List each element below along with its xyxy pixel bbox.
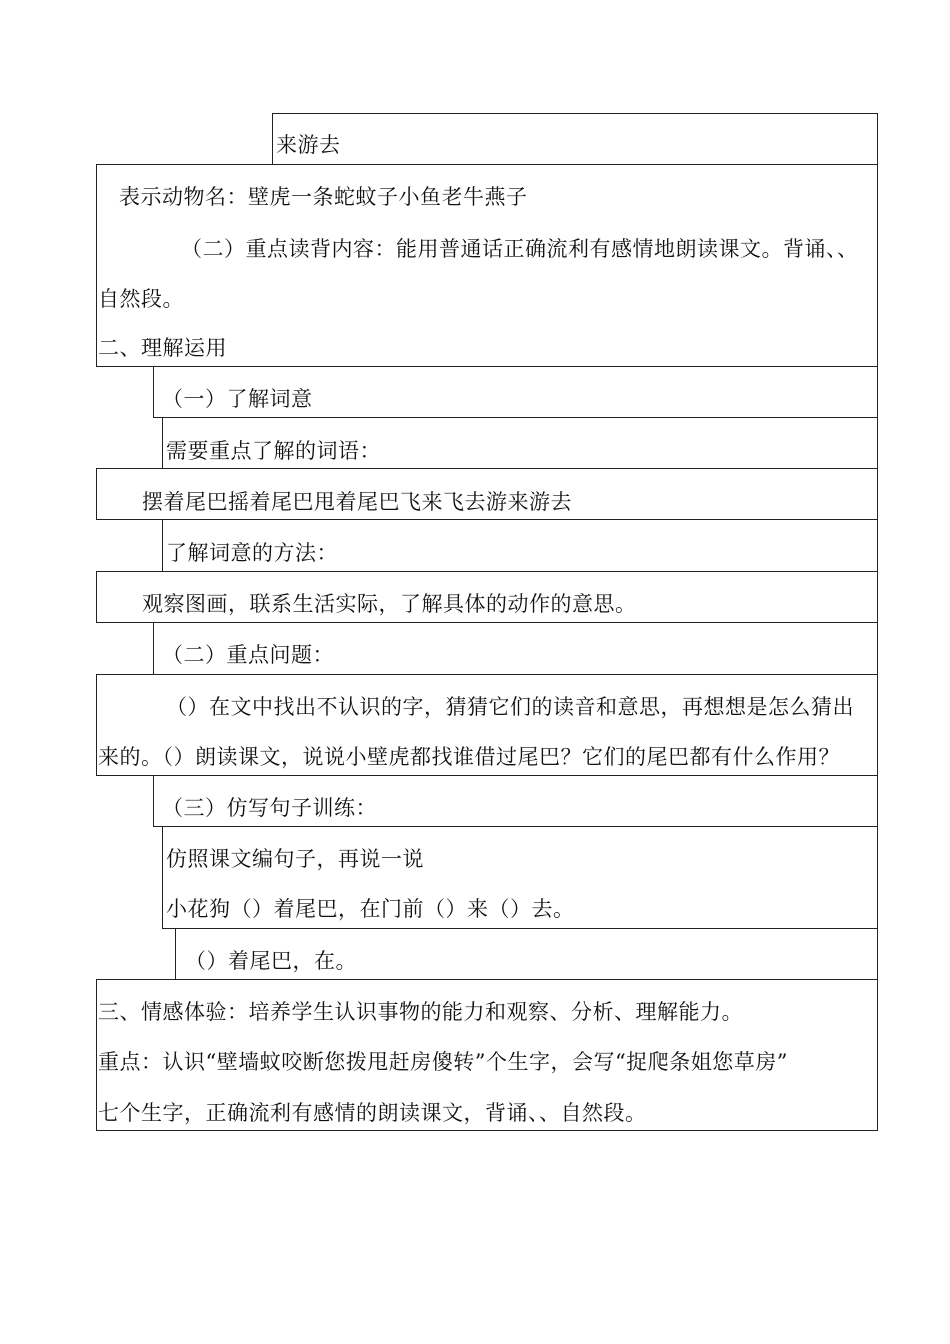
text-line: 七个生字，正确流利有感情的朗读课文，背诵、、自然段。	[98, 1101, 647, 1125]
subsection-heading: （二）重点问题：	[162, 643, 334, 667]
text-line: 重点：认识“壁墙蚊咬断您拨甩赶房傻转”个生字，会写“捉爬条姐您草房”	[98, 1050, 788, 1074]
text-line: （）在文中找出不认识的字，猜猜它们的读音和意思，再想想是怎么猜出	[166, 695, 854, 719]
text-line: 自然段。	[98, 287, 184, 311]
text-line: 来游去	[276, 133, 341, 157]
subsection-heading: （三）仿写句子训练：	[162, 796, 377, 820]
section-heading: 二、理解运用	[98, 336, 227, 360]
text-line: 表示动物名：壁虎一条蛇蚊子小鱼老牛燕子	[119, 185, 528, 209]
text-line: 摆着尾巴摇着尾巴甩着尾巴飞来飞去游来游去	[142, 490, 572, 514]
text-line: 小花狗（）着尾巴，在门前（）来（）去。	[166, 897, 575, 921]
text-line: 观察图画，联系生活实际，了解具体的动作的意思。	[142, 592, 637, 616]
subsection-heading: （一）了解词意	[162, 387, 313, 411]
text-line: （二）重点读背内容：能用普通话正确流利有感情地朗读课文。背诵、、	[181, 237, 859, 261]
table-cell-1	[272, 113, 878, 165]
section-heading: 三、情感体验：培养学生认识事物的能力和观察、分析、理解能力。	[98, 1000, 743, 1024]
text-line: （）着尾巴，在。	[185, 949, 357, 973]
text-line: 需要重点了解的词语：	[166, 439, 381, 463]
text-line: 了解词意的方法：	[166, 541, 338, 565]
text-line: 来的。（）朗读课文，说说小壁虎都找谁借过尾巴？它们的尾巴都有什么作用？	[98, 745, 840, 769]
text-line: 仿照课文编句子，再说一说	[166, 847, 424, 871]
